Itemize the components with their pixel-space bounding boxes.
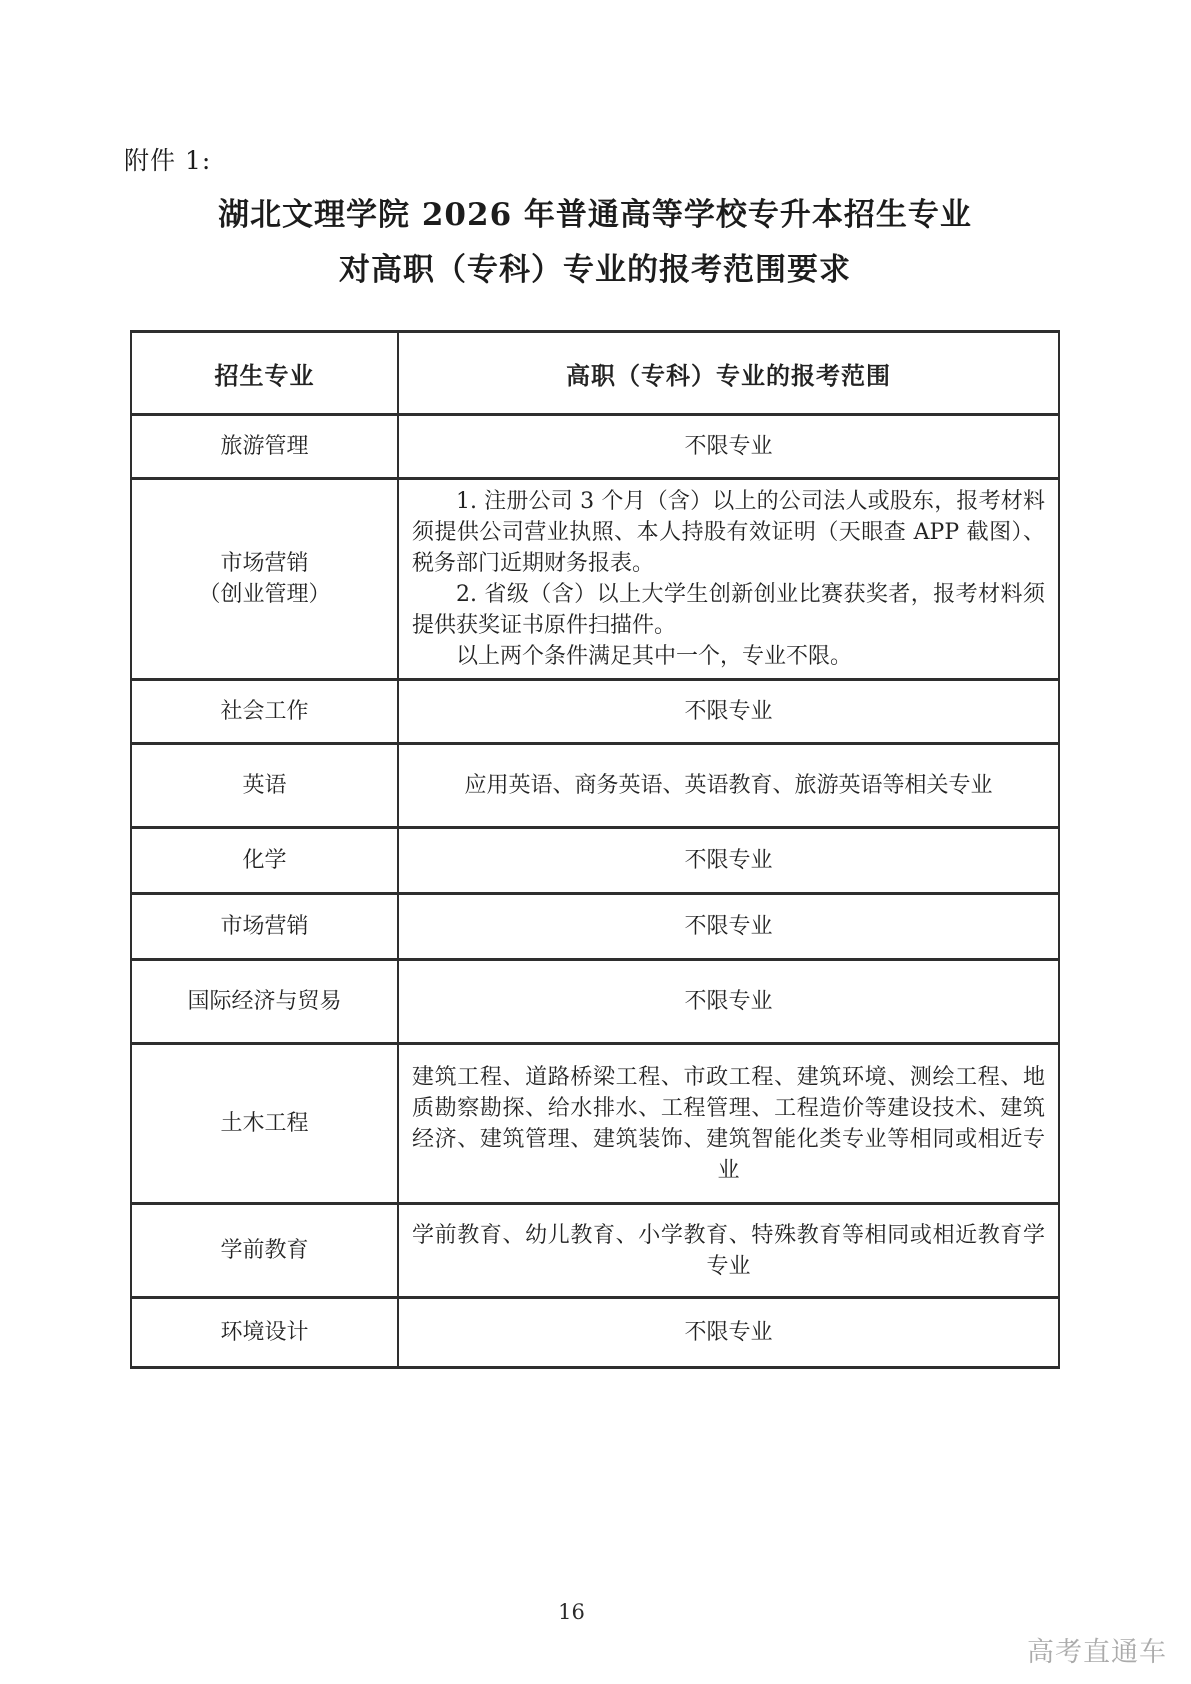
major-cell: 社会工作 bbox=[131, 680, 398, 744]
scope-cell: 不限专业 bbox=[398, 680, 1059, 744]
scope-cell: 不限专业 bbox=[398, 1298, 1059, 1368]
admission-table bbox=[130, 330, 1060, 1369]
major-cell: 学前教育 bbox=[131, 1204, 398, 1298]
watermark: 高考直通车 bbox=[1027, 1637, 1167, 1668]
table-row bbox=[131, 1044, 1059, 1204]
document-title-line-2: 对高职（专科）专业的报考范围要求 bbox=[339, 252, 851, 288]
scope-paragraph: 1. 注册公司 3 个月（含）以上的公司法人或股东，报考材料须提供公司营业执照、本人持股有效证明（天眼查 APP 截图）、税务部门近期财务报表。 bbox=[412, 489, 1045, 576]
table-row bbox=[131, 960, 1059, 1044]
table-row bbox=[131, 894, 1059, 960]
scope-paragraph: 以上两个条件满足其中一个，专业不限。 bbox=[456, 644, 853, 669]
scope-cell: 应用英语、商务英语、英语教育、旅游英语等相关专业 bbox=[398, 744, 1059, 828]
scope-cell: 不限专业 bbox=[398, 828, 1059, 894]
scope-paragraph: 2. 省级（含）以上大学生创新创业比赛获奖者，报考材料须提供获奖证书原件扫描件。 bbox=[412, 582, 1045, 638]
table-row bbox=[131, 1298, 1059, 1368]
major-cell: 土木工程 bbox=[131, 1044, 398, 1204]
table-header-major: 招生专业 bbox=[131, 332, 398, 415]
document-title-line-1: 湖北文理学院 2026 年普通高等学校专升本招生专业 bbox=[218, 197, 972, 233]
major-line: （创业管理） bbox=[198, 582, 331, 607]
major-cell: 英语 bbox=[131, 744, 398, 828]
table-row bbox=[131, 744, 1059, 828]
major-cell bbox=[131, 479, 398, 680]
major-cell: 国际经济与贸易 bbox=[131, 960, 398, 1044]
scope-cell: 不限专业 bbox=[398, 960, 1059, 1044]
table-header-row bbox=[131, 332, 1059, 415]
scope-cell: 不限专业 bbox=[398, 415, 1059, 479]
document-title bbox=[123, 188, 1067, 298]
scope-cell: 不限专业 bbox=[398, 894, 1059, 960]
major-cell: 市场营销 bbox=[131, 894, 398, 960]
table-row bbox=[131, 1204, 1059, 1298]
scope-cell bbox=[398, 479, 1059, 680]
table-row bbox=[131, 479, 1059, 680]
table-row bbox=[131, 680, 1059, 744]
attachment-label: 附件 1: bbox=[124, 146, 212, 175]
table-row bbox=[131, 415, 1059, 479]
table-header-scope: 高职（专科）专业的报考范围 bbox=[398, 332, 1059, 415]
major-cell: 化学 bbox=[131, 828, 398, 894]
table-row bbox=[131, 828, 1059, 894]
scope-cell: 学前教育、幼儿教育、小学教育、特殊教育等相同或相近教育学专业 bbox=[398, 1204, 1059, 1298]
major-cell: 环境设计 bbox=[131, 1298, 398, 1368]
major-cell: 旅游管理 bbox=[131, 415, 398, 479]
scope-cell: 建筑工程、道路桥梁工程、市政工程、建筑环境、测绘工程、地质勘察勘探、给水排水、工程管理、工程造价等建设技术、建筑经济、建筑管理、建筑装饰、建筑智能化类专业等相同或相近专业 bbox=[398, 1044, 1059, 1204]
page-number: 16 bbox=[558, 1600, 585, 1624]
major-line: 市场营销 bbox=[220, 551, 309, 576]
